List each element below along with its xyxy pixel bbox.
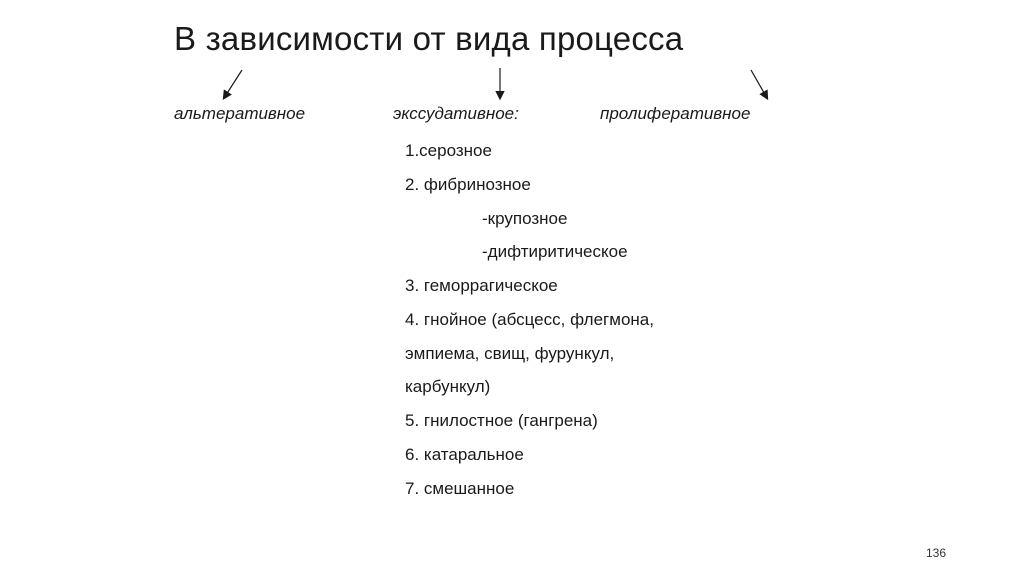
category-exudative: экссудативное: (393, 104, 519, 123)
list-item: 6. катаральное (405, 445, 524, 464)
list-item: 5. гнилостное (гангрена) (405, 411, 598, 430)
list-item: 3. геморрагическое (405, 276, 558, 295)
list-item: -крупозное (482, 209, 568, 228)
slide-title: В зависимости от вида процесса (174, 20, 684, 57)
list-item: 4. гнойное (абсцесс, флегмона, (405, 310, 654, 329)
list-item: эмпиема, свищ, фурункул, (405, 344, 615, 363)
arrow-left (224, 70, 242, 98)
arrow-right (751, 70, 767, 98)
list-item: 1.серозное (405, 141, 492, 160)
list-item: карбункул) (405, 377, 491, 396)
category-proliferative: пролиферативное (600, 104, 751, 123)
list-item: 2. фибринозное (405, 175, 531, 194)
page-number: 136 (925, 546, 946, 560)
category-alterative: альтеративное (174, 104, 306, 123)
list-item: 7. смешанное (405, 479, 515, 498)
list-item: -дифтиритическое (482, 242, 628, 261)
